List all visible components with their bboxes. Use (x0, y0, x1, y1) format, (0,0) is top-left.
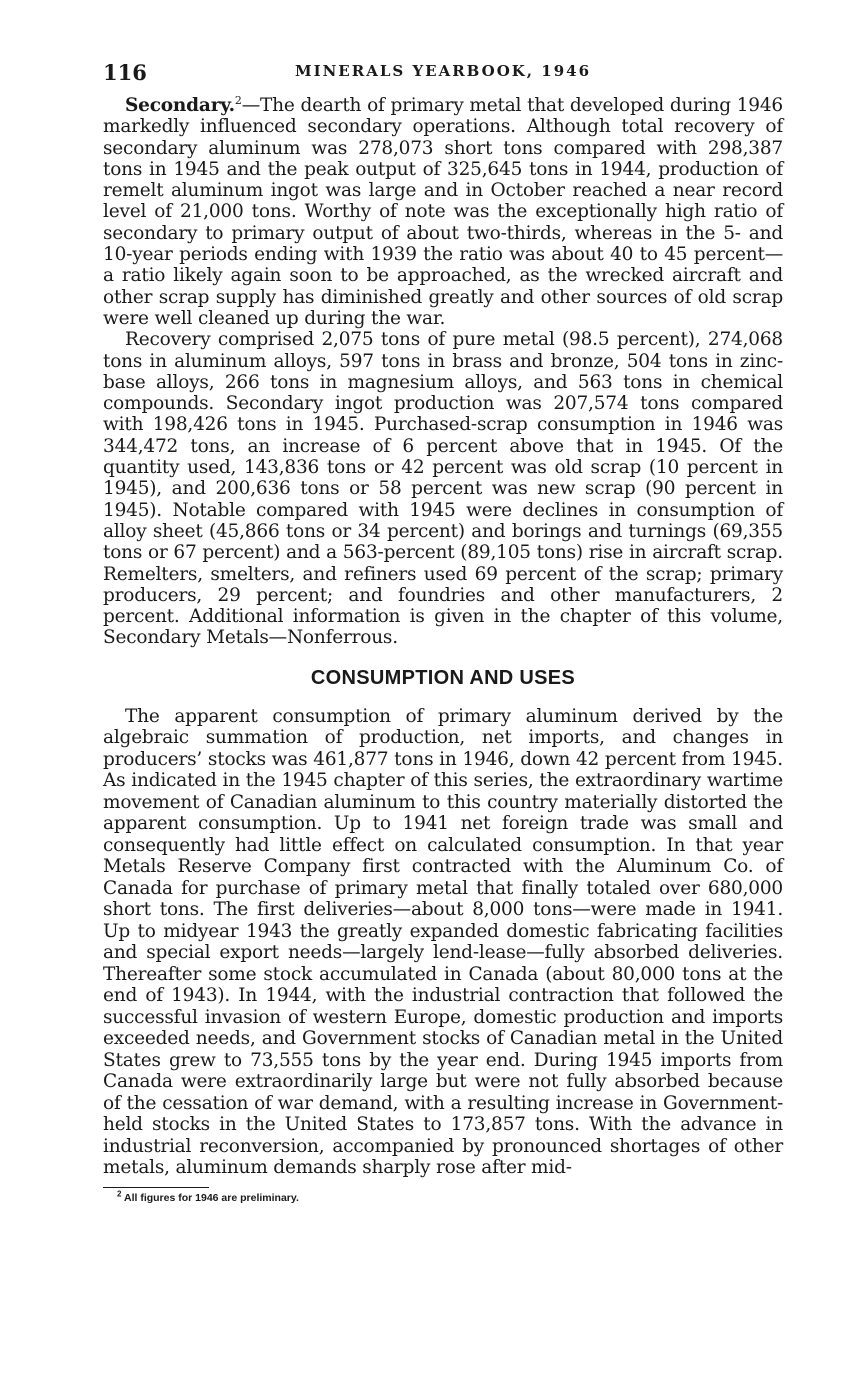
secondary-section (103, 95, 783, 649)
footnote (103, 1189, 783, 1204)
section-heading: CONSUMPTION AND USES (310, 666, 576, 689)
secondary-paragraph-1-text: —The dearth of primary metal that developed during 1946 markedly influenced secondary operations. Although total recovery of secondary aluminum was 278,073 short tons compared with 298,387 tons in 1945 and the peak output of 325,645 tons in 1944, production of remelt aluminum ingot was large and in October reached a near record level of 21,000 tons. Worthy of note was the exceptionally high ratio of secondary to primary output of about two-thirds, whereas in the 5- and 10-year periods ending with 1939 the ratio was about 40 to 45 percent—a ratio likely again soon to be approached, as the wrecked aircraft and other scrap supply has diminished greatly and other sources of old scrap were well cleaned up during the war. (103, 95, 783, 329)
running-head (103, 60, 783, 92)
footnote-text: All figures for 1946 are preliminary. (123, 1191, 299, 1204)
page-number: 116 (103, 60, 147, 85)
page (103, 60, 783, 1204)
footnote-divider (103, 1187, 209, 1188)
running-title: MINERALS YEARBOOK, 1946 (294, 62, 592, 80)
footnote-marker: 2 (117, 1189, 122, 1199)
footnote-reference: 2 (234, 93, 242, 107)
consumption-section (103, 706, 783, 1179)
run-in-heading: Secondary. (125, 95, 235, 116)
secondary-paragraph-2: Recovery comprised 2,075 tons of pure metal (98.5 percent), 274,068 tons in aluminum alloys, 597 tons in brass and bronze, 504 tons in zinc-base alloys, 266 tons in magnesium alloys, and 563 tons in chemical compounds. Secondary ingot production was 207,574 tons compared with 198,426 tons in 1945. Purchased-scrap consumption in 1946 was 344,472 tons, an increase of 6 percent above that in 1945. Of the quantity used, 143,836 tons or 42 percent was old scrap (10 percent in 1945), and 200,636 tons or 58 percent was new scrap (90 percent in 1945). Notable compared with 1945 were declines in consumption of alloy sheet (45,866 tons or 34 percent) and borings and turnings (69,355 tons or 67 percent) and a 563-percent (89,105 tons) rise in aircraft scrap. Remelters, smelters, and refiners used 69 percent of the scrap; primary producers, 29 percent; and foundries and other manufacturers, 2 percent. Additional information is given in the chapter of this volume, Secondary Metals—Nonferrous. (103, 329, 783, 649)
secondary-paragraph-1 (103, 95, 783, 329)
consumption-paragraph-1: The apparent consumption of primary aluminum derived by the algebraic summation of production, net imports, and changes in producers’ stocks was 461,877 tons in 1946, down 42 percent from 1945. As indicated in the 1945 chapter of this series, the extraordinary wartime movement of Canadian aluminum to this country materially distorted the apparent consumption. Up to 1941 net foreign trade was small and consequently had little effect on calculated consumption. In that year Metals Reserve Company first contracted with the Aluminum Co. of Canada for purchase of primary metal that finally totaled over 680,000 short tons. The first deliveries—about 8,000 tons—were made in 1941. Up to midyear 1943 the greatly expanded domestic fabricating facilities and special export needs—largely lend-lease—fully absorbed deliveries. Thereafter some stock accumulated in Canada (about 80,000 tons at the end of 1943). In 1944, with the industrial contraction that followed the successful invasion of western Europe, domestic production and imports exceeded needs, and Government stocks of Canadian metal in the United States grew to 73,555 tons by the year end. During 1945 imports from Canada were extraordinarily large but were not fully absorbed because of the cessation of war demand, with a resulting increase in Government-held stocks in the United States to 173,857 tons. With the advance in industrial reconversion, accompanied by pronounced shortages of other metals, aluminum demands sharply rose after mid- (103, 705, 783, 1179)
